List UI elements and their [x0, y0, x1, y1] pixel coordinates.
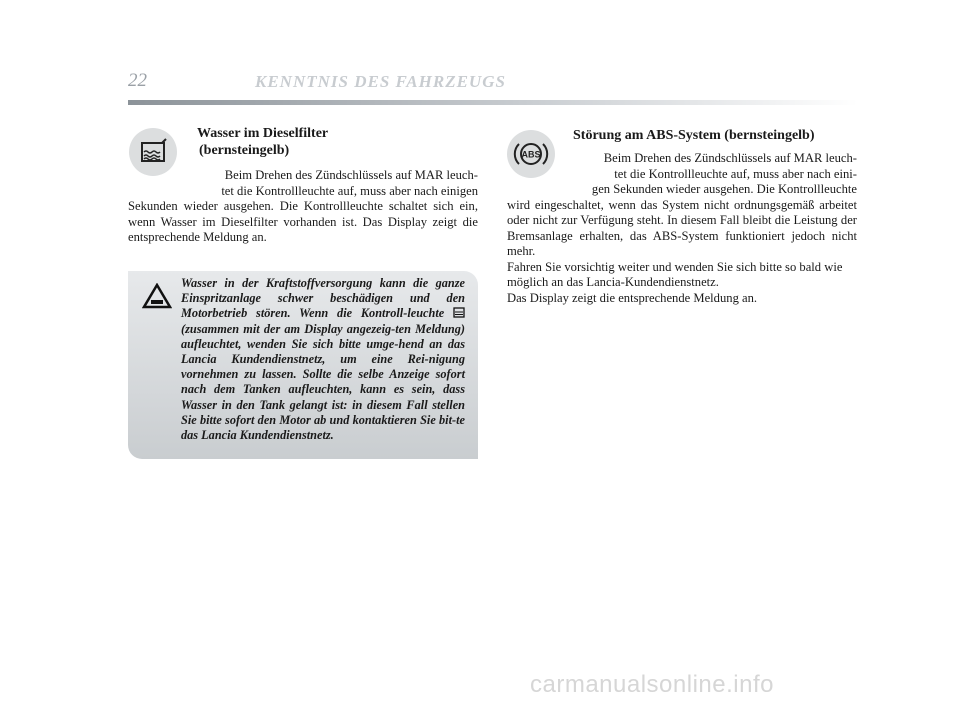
right-section-title: Störung am ABS-System (bernsteingelb)	[573, 128, 815, 143]
svg-text:ABS: ABS	[521, 149, 541, 160]
chapter-title: KENNTNIS DES FAHRZEUGS	[255, 72, 506, 91]
right-para-line-2: tet die Kontrollleuchte auf, muss aber nach eini-	[614, 166, 857, 181]
page-header	[128, 70, 858, 106]
left-section-title: Wasser im Dieselfilter (bernsteingelb)	[197, 126, 329, 158]
right-para-rest: wird eingeschaltet, wenn das System nicht ordnungsgemäß arbeitet oder nicht zur Verfügung steht. In diesem Fall bleibt die Leistung der Bremsanlage erhalten, das ABS-System funktioniert jedoch nicht mehr.	[507, 197, 857, 258]
watermark: carmanualsonline.info	[530, 671, 774, 698]
right-para-line-3: gen Sekunden wieder ausgehen. Die Kontrollleuchte	[591, 182, 857, 196]
right-para-3: Das Display zeigt die entsprechende Meldung an.	[507, 290, 758, 305]
page-number: 22	[128, 70, 147, 91]
left-para-line-1: Beim Drehen des Zündschlüssels auf MAR leuch-	[224, 168, 478, 182]
left-para-rest: Sekunden wieder ausgehen. Die Kontrollleuchte schaltet sich ein, wenn Wasser im Dieselfilter vorhanden ist. Das Display zeigt die entsprechende Meldung an.	[128, 199, 478, 244]
header-rule	[128, 100, 858, 105]
left-para-line-2: tet die Kontrollleuchte auf, muss aber nach einigen	[221, 183, 478, 198]
inline-water-filter-icon	[453, 307, 465, 318]
left-section-paragraph	[128, 168, 478, 246]
right-para-2: Fahren Sie vorsichtig weiter und wenden Sie sich bitte so bald wie möglich an das Lancia-Kundendienstnetz.	[507, 259, 843, 289]
warning-text: Wasser in der Kraftstoffversorgung kann die ganze Einspritzanlage schwer beschädigen und den Motorbetrieb stören. Wenn die Kontroll-leuchte (zusammen mit der am Display angezeig-ten Meldung) aufleuchtet, wenden Sie sich bitte umge-hend an das Lancia Kundendienstnetz, um eine Rei-nigung vornehmen zu lassen. Sollte die selbe Anzeige sofort nach dem Tanken aufleuchten, kann es sein, dass Wasser in den Tank gelangt ist: in diesem Fall stellen Sie bitte sofort den Motor ab und kontaktieren Sie bit-te das Lancia Kundendienstnetz.	[181, 276, 465, 443]
right-section-paragraph	[507, 151, 857, 306]
warning-box	[128, 271, 478, 459]
right-para-line-1: Beim Drehen des Zündschlüssels auf MAR leuch-	[603, 151, 857, 165]
